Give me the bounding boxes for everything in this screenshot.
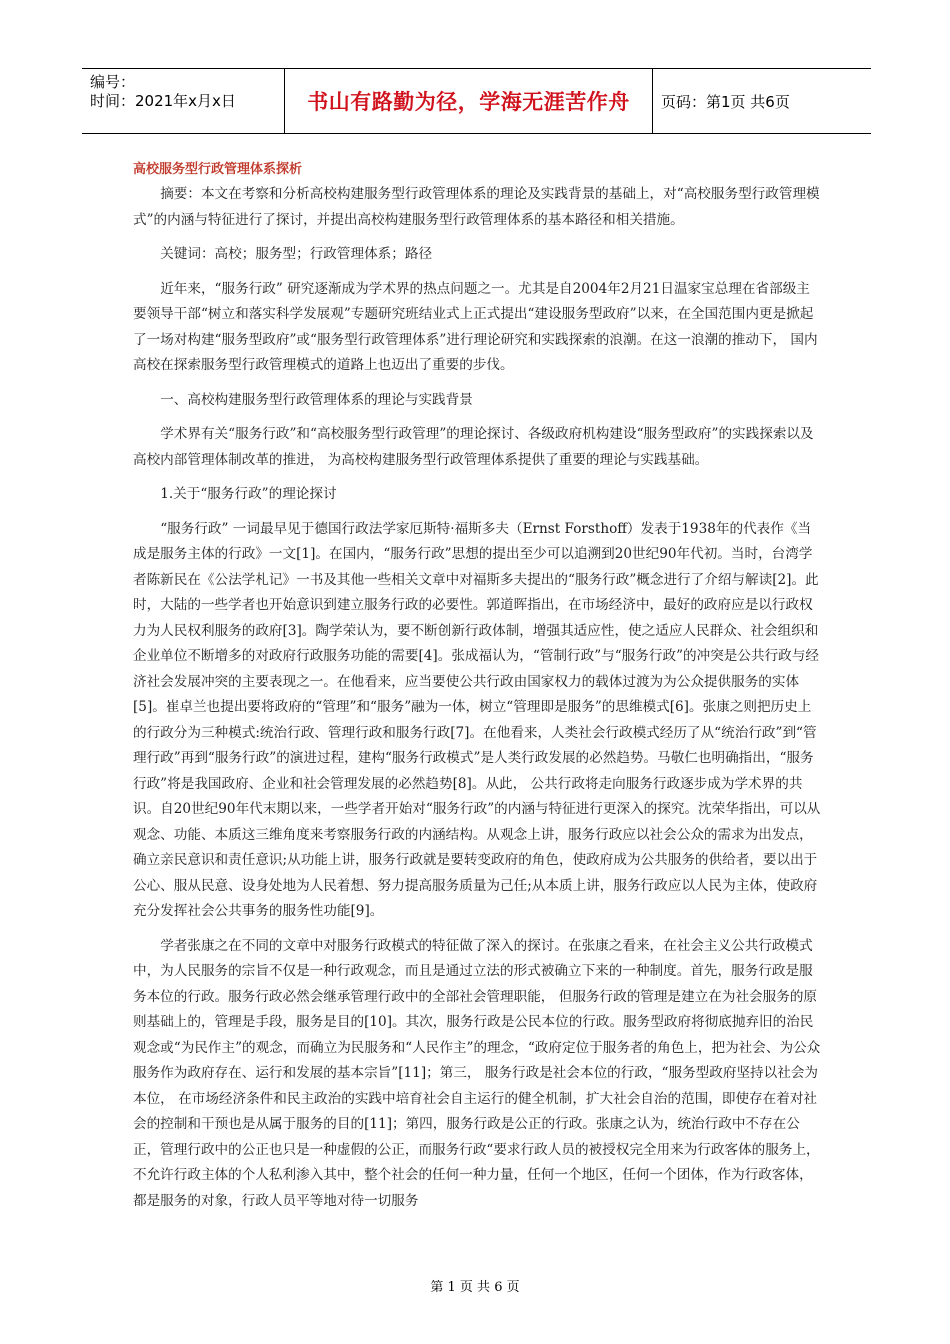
body-paragraph: “服务行政” 一词最早见于德国行政法学家厄斯特·福斯多夫（Ernst Forsthoff）发表于1938年的代表作《当成是服务主体的行政》一文[1]。在国内，“服务行政”思想的提出至少可以追溯到20世纪90年代初。当时，台湾学者陈新民在《公法学札记》一书及其他一些相关文章中对福斯多夫提出的“服务行政”概念进行了介绍与解读[2]。此时，大陆的一些学者也开始意识到建立服务行政的必要性。郭道晖指出，在市场经济中，最好的政府应是以行政权力为人民权利服务的政府[3]。陶学荣认为，要不断创新行政体制，增强其适应性，使之适应人民群众、社会组织和企业单位不断增多的对政府行政服务功能的需要[4]。张成福认为，“管制行政”与“服务行政”的冲突是公共行政与经济社会发展冲突的主要表现之一。在他看来，应当要使公共行政由国家权力的载体过渡为为公众提供服务的实体[5]。崔卓兰也提出要将政府的“管理”和“服务”融为一体，树立“管理即是服务”的思维模式[6]。张康之则把历史上的行政分为三种模式:统治行政、管理行政和服务行政[7]。在他看来，人类社会行政模式经历了从“统治行政”到“管理行政”再到“服务行政”的演进过程，建构“服务行政模式”是人类行政发展的必然趋势。马敬仁也明确指出，“服务行政”将是我国政府、企业和社会管理发展的必然趋势[8]。从此， 公共行政将走向服务行政逐步成为学术界的共识。自20世纪90年代末期以来，一些学者开始对“服务行政”的内涵与特征进行更深入的探究。沈荣华指出，可以从观念、功能、本质这三维角度来考察服务行政的内涵结构。从观念上讲，服务行政应以社会公众的需求为出发点，确立亲民意识和责任意识;从功能上讲，服务行政就是要转变政府的角色，使政府成为公共服务的供给者，要以出于公心、服从民意、设身处地为人民着想、努力提高服务质量为己任;从本质上讲，服务行政应以人民为主体，使政府充分发挥社会公共事务的服务性功能[9]。 — [133, 520, 821, 919]
intro-paragraph: 近年来，“服务行政” 研究逐渐成为学术界的热点问题之一。尤其是自2004年2月21日温家宝总理在省部级主要领导干部“树立和落实科学发展观”专题研究班结业式上正式提出“建设服务型政府”以来，在全国范围内更是掀起了一场对构建“服务型政府”或“服务型行政管理体系”进行理论研究和实践探索的浪潮。在这一浪潮的推动下， 国内高校在探索服务型行政管理模式的道路上也迈出了重要的步伐。 — [133, 280, 818, 373]
article-title: 高校服务型行政管理体系探析 — [133, 162, 303, 177]
abstract-paragraph: 摘要：本文在考察和分析高校构建服务型行政管理体系的理论及实践背景的基础上，对“高校服务型行政管理模式”的内涵与特征进行了探讨，并提出高校构建服务型行政管理体系的基本路径和相关措施。 — [133, 186, 820, 228]
document-time-label: 时间：2021年x月x日 — [90, 92, 236, 110]
document-header — [82, 68, 871, 134]
keywords-paragraph: 关键词：高校；服务型；行政管理体系；路径 — [160, 246, 433, 262]
body-paragraph: 学术界有关“服务行政”和“高校服务型行政管理”的理论探讨、各级政府机构建设“服务型政府”的实践探索以及高校内部管理体制改革的推进， 为高校构建服务型行政管理体系提供了重要的理论与实践基础。 — [133, 426, 814, 468]
subsection-heading: 1.关于“服务行政”的理论探讨 — [160, 486, 337, 502]
page-footer: 第 1 页 共 6 页 — [430, 1280, 520, 1295]
header-page-info: 页码：第1页 共6页 — [661, 92, 790, 111]
header-meta-cell — [82, 69, 285, 133]
body-paragraph: 学者张康之在不同的文章中对服务行政模式的特征做了深入的探讨。在张康之看来，在社会主义公共行政模式中，为人民服务的宗旨不仅是一种行政观念，而且是通过立法的形式被确立下来的一种制度。首先，服务行政是服务本位的行政。服务行政必然会继承管理行政中的全部社会管理职能， 但服务行政的管理是建立在为社会服务的原则基础上的，管理是手段，服务是目的[10]。其次，服务行政是公民本位的行政。服务型政府将彻底抛弃旧的治民观念或“为民作主”的观念，而确立为民服务和“人民作主”的理念，“政府定位于服务者的角色上，把为社会、为公众服务作为政府存在、运行和发展的基本宗旨”[11]；第三， 服务行政是社会本位的行政，“服务型政府坚持以社会为本位， 在市场经济条件和民主政治的实践中培育社会自主运行的健全机制，扩大社会自治的范围，即使存在着对社会的控制和干预也是从属于服务的目的[11]；第四，服务行政是公正的行政。张康之认为，统治行政中不存在公正，管理行政中的公正也只是一种虚假的公正，而服务行政“要求行政人员的被授权完全用来为行政客体的服务上，不允许行政主体的个人私利渗入其中，整个社会的任何一种力量，任何一个地区，任何一个团体，作为行政客体，都是服务的对象，行政人员平等地对待一切服务 — [133, 937, 821, 1209]
header-motto: 书山有路勤为径，学海无涯苦作舟 — [285, 69, 653, 133]
article-body — [133, 158, 822, 1214]
section-heading: 一、高校构建服务型行政管理体系的理论与实践背景 — [160, 391, 473, 408]
document-number-label: 编号： — [90, 73, 136, 91]
